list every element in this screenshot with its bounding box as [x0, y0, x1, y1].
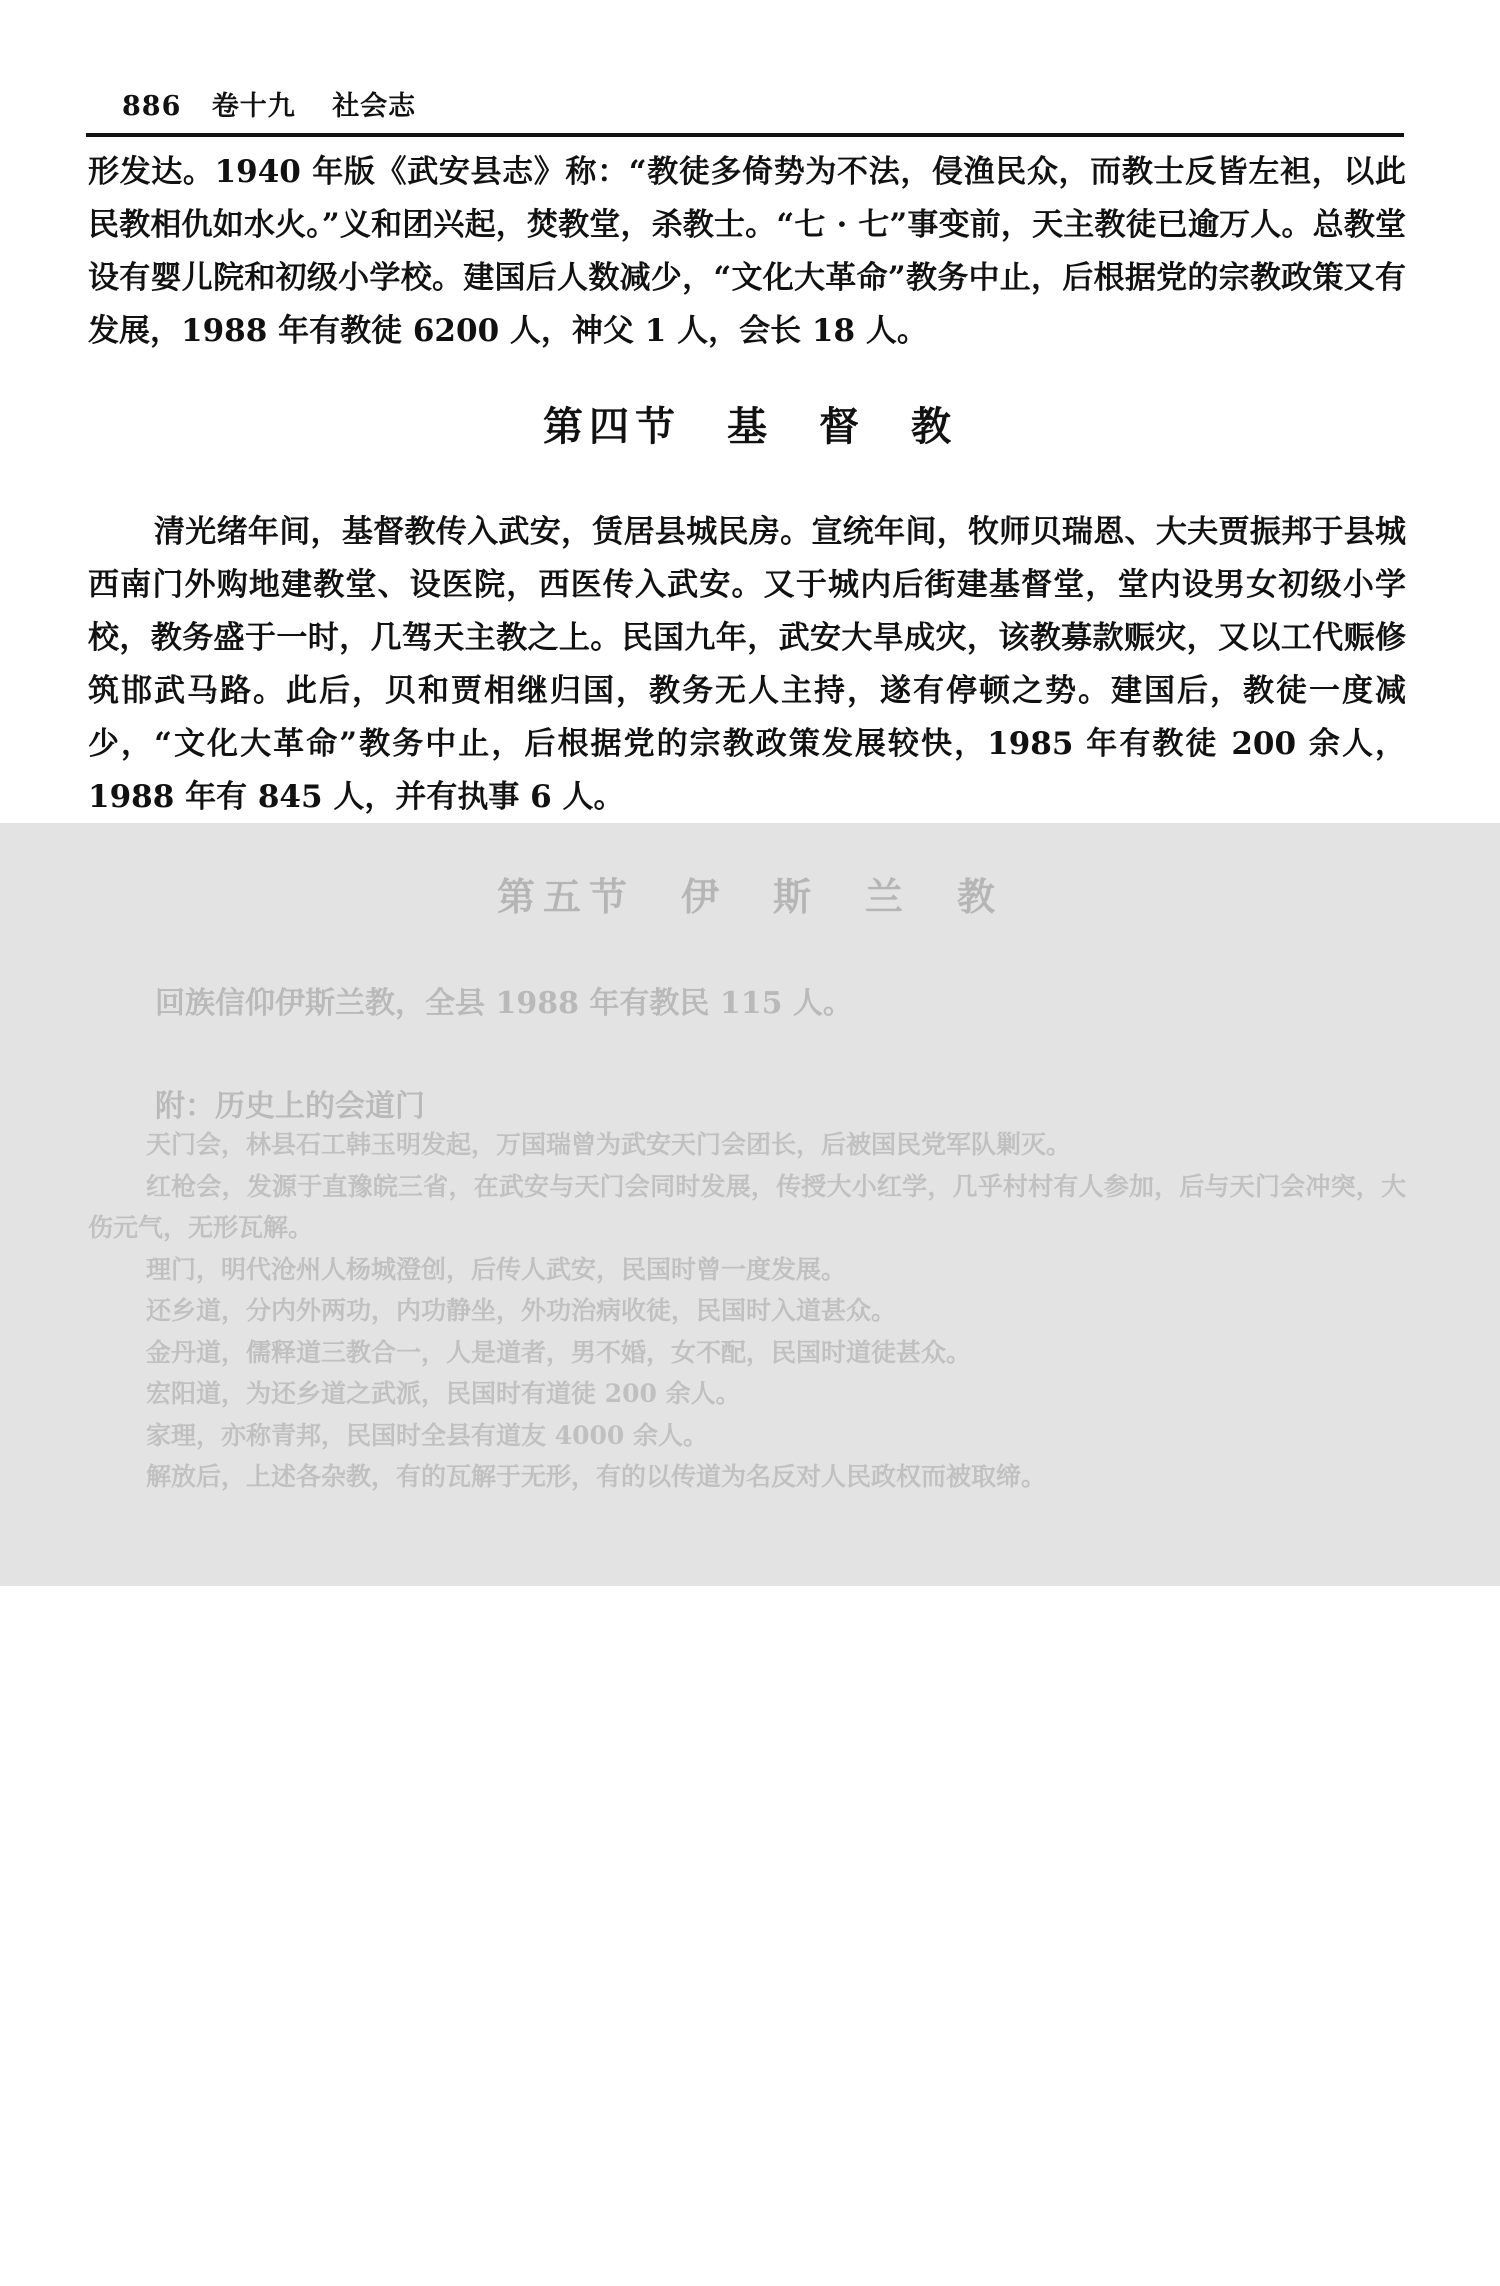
header-rule: [86, 133, 1404, 137]
appendix-list: [88, 1124, 1406, 1498]
appendix-item-huanxiangdao: 还乡道，分内外两功，内功静坐，外功治病收徒，民国时入道甚众。: [146, 1296, 897, 1325]
page-number: 886: [122, 91, 182, 122]
appendix-item-limen: 理门，明代沧州人杨城澄创，后传人武安，民国时曾一度发展。: [146, 1254, 847, 1284]
volume-label: 卷十九: [211, 91, 296, 122]
continuation-paragraph: 形发达。1940 年版《武安县志》称：“教徒多倚势为不法，侵渔民众，而教士反皆左袒，以此民教相仇如水火。”义和团兴起，焚教堂，杀教士。“七 · 七”事变前，天主教徒已逾万人。总教堂设有婴儿院和初级小学校。建国后人数减少，“文化大革命”教务中止，后根据党的宗教政策又有发展，1988 年有教徒 6200 人，神父 1 人，会长 18 人。: [88, 154, 1406, 349]
appendix-item-jiali: 家理，亦称青邦，民国时全县有道友 4000 余人。: [146, 1420, 708, 1450]
appendix-title: 附：历史上的会道门: [155, 1089, 425, 1124]
appendix-item-tianmenhui: 天门会，林县石工韩玉明发起，万国瑞曾为武安天门会团长，后被国民党军队剿灭。: [146, 1130, 1072, 1159]
appendix-item-jindandao: 金丹道，儒释道三教合一，人是道者，男不婚，女不配，民国时道徒甚众。: [146, 1337, 972, 1367]
running-head: [122, 84, 416, 123]
section-5-title: 第五节 伊 斯 兰 教: [496, 874, 1003, 919]
section-4-paragraph: 清光绪年间，基督教传入武安，赁居县城民房。宣统年间，牧师贝瑞恩、大夫贾振邦于县城西南门外购地建教堂、设医院，西医传入武安。又于城内后街建基督堂，堂内设男女初级小学校，教务盛于一时，几驾天主教之上。民国九年，武安大旱成灾，该教募款赈灾，又以工代赈修筑邯武马路。此后，贝和贾相继归国，教务无人主持，遂有停顿之势。建国后，教徒一度减少，“文化大革命”教务中止，后根据党的宗教政策发展较快，1985 年有教徒 200 余人，1988 年有 845 人，并有执事 6 人。: [88, 514, 1406, 815]
section-4-title: 第四节 基 督 教: [543, 403, 957, 450]
appendix-item-hongyangdao: 宏阳道，为还乡道之武派，民国时有道徒 200 余人。: [146, 1379, 741, 1408]
appendix-item-hongqianghui: 红枪会，发源于直豫皖三省，在武安与天门会同时发展，传授大小红学，几乎村村有人参加，后与天门会冲突，大伤元气，无形瓦解。: [88, 1171, 1406, 1242]
appendix-item-jiefanghou: 解放后，上述各杂教，有的瓦解于无形，有的以传道为名反对人民政权而被取缔。: [146, 1462, 1047, 1491]
chapter-label: 社会志: [332, 91, 417, 122]
section-5-paragraph: 回族信仰伊斯兰教，全县 1988 年有教民 115 人。: [155, 986, 853, 1021]
